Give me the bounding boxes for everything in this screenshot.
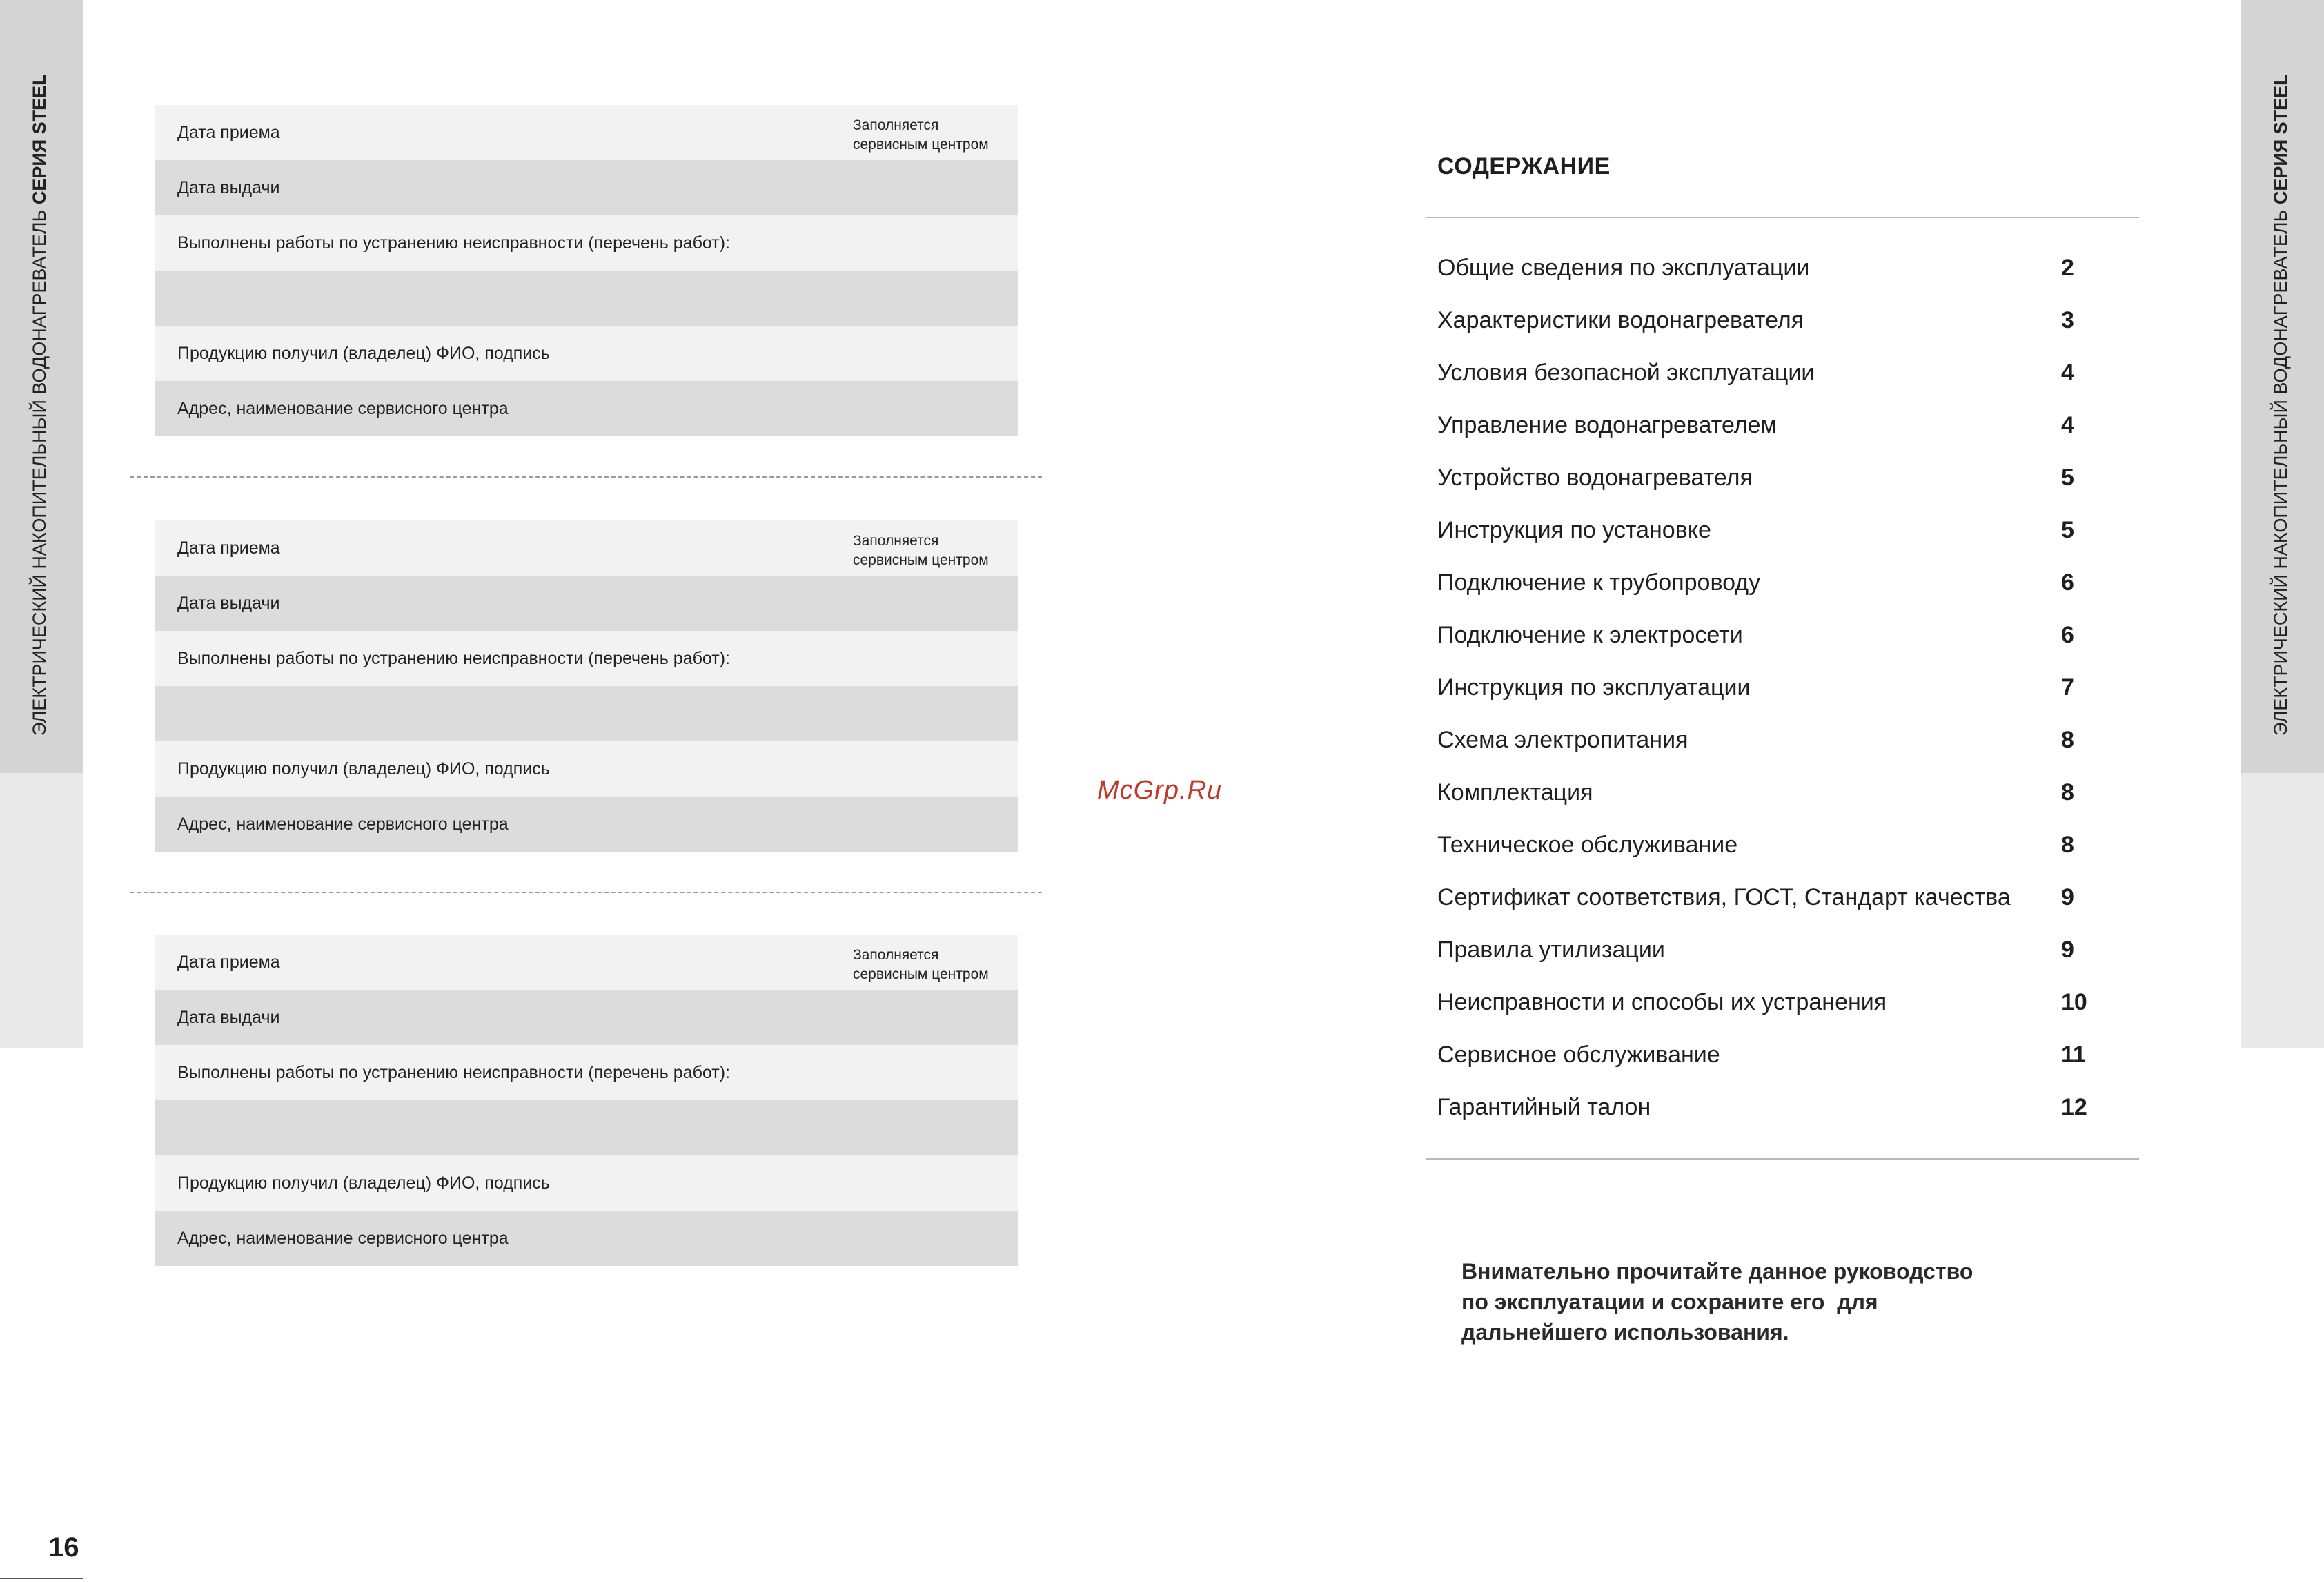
toc-item-title: Гарантийный талон: [1437, 1094, 1651, 1120]
cut-line-1: [130, 476, 1042, 478]
card-row-received-by: [155, 741, 1018, 797]
toc-item-page: 6: [2061, 622, 2074, 648]
toc-item[interactable]: [1437, 661, 2127, 714]
note-line: Заполняется: [853, 947, 939, 963]
card-row-label: Продукцию получил (владелец) ФИО, подпись: [177, 759, 550, 779]
cut-line-2: [130, 892, 1042, 893]
notice-line: по эксплуатации и сохраните его для: [1461, 1289, 1878, 1314]
card-row-received-by: [155, 326, 1018, 381]
page-number-underline: [0, 1578, 83, 1579]
toc-item-page: 4: [2061, 360, 2074, 386]
toc-item-title: Подключение к трубопроводу: [1437, 569, 1761, 596]
toc-item[interactable]: [1437, 504, 2127, 556]
card-row-work-done: [155, 1045, 1018, 1100]
card-row-label: Продукцию получил (владелец) ФИО, подпись: [177, 344, 550, 363]
left-side-title-series: СЕРИЯ STEEL: [29, 74, 50, 205]
toc-item-page: 2: [2061, 255, 2074, 281]
note-line: Заполняется: [853, 533, 939, 549]
card-row-work-done: [155, 631, 1018, 686]
toc-item-page: 11: [2061, 1042, 2086, 1068]
toc-item[interactable]: [1437, 1028, 2127, 1081]
right-side-title-series: СЕРИЯ STEEL: [2270, 74, 2291, 205]
toc-item-title: Комплектация: [1437, 779, 1593, 805]
toc-item[interactable]: [1437, 871, 2127, 924]
toc-item[interactable]: [1437, 714, 2127, 766]
toc-item-page: 5: [2061, 517, 2074, 543]
card-row-label: Продукцию получил (владелец) ФИО, подпись: [177, 1173, 550, 1193]
toc-item-title: Управление водонагревателем: [1437, 412, 1777, 438]
toc-item[interactable]: [1437, 766, 2127, 819]
card-row-label: Дата выдачи: [177, 594, 280, 613]
service-card-2: [155, 520, 1018, 852]
note-line: Заполняется: [853, 117, 939, 133]
toc-item[interactable]: [1437, 924, 2127, 976]
card-row-label: Дата выдачи: [177, 1008, 280, 1027]
card-row-service-address: [155, 1211, 1018, 1266]
notice-line: Внимательно прочитайте данное руководство: [1461, 1259, 1973, 1284]
toc-item-title: Инструкция по эксплуатации: [1437, 674, 1751, 701]
toc-item[interactable]: [1437, 399, 2127, 451]
toc-item-page: 8: [2061, 779, 2074, 805]
toc-item-title: Сертификат соответствия, ГОСТ, Стандарт качества: [1437, 884, 2011, 910]
toc-top-rule: [1426, 217, 2139, 218]
card-row-label: Дата выдачи: [177, 178, 280, 197]
card-row-receive-date: [155, 935, 1018, 990]
card-row-blank: [155, 1100, 1018, 1155]
service-center-note: [853, 531, 989, 570]
toc-item-page: 5: [2061, 465, 2074, 491]
watermark-text: McGrp.Ru: [1097, 776, 1223, 805]
page-number: 16: [48, 1532, 79, 1563]
toc-item-page: 7: [2061, 674, 2074, 701]
card-row-blank: [155, 686, 1018, 741]
toc-item[interactable]: [1437, 451, 2127, 504]
service-center-note: [853, 116, 989, 155]
right-side-title: [2270, 74, 2292, 736]
toc-item[interactable]: [1437, 976, 2127, 1028]
note-line: сервисным центром: [853, 966, 989, 982]
toc-item-title: Сервисное обслуживание: [1437, 1042, 1720, 1068]
card-row-service-address: [155, 381, 1018, 436]
card-row-service-address: [155, 797, 1018, 852]
toc-item-title: Техническое обслуживание: [1437, 832, 1738, 858]
note-line: сервисным центром: [853, 137, 989, 153]
card-row-label: Выполнены работы по устранению неисправности (перечень работ):: [177, 649, 730, 668]
toc-item-title: Устройство водонагревателя: [1437, 465, 1753, 491]
toc-item-title: Подключение к электросети: [1437, 622, 1743, 648]
toc-item-page: 3: [2061, 307, 2074, 333]
notice-line: дальнейшего использования.: [1461, 1320, 1789, 1345]
toc-item[interactable]: [1437, 242, 2127, 294]
service-center-note: [853, 946, 989, 984]
toc-item-page: 8: [2061, 727, 2074, 753]
toc-item-title: Общие сведения по эксплуатации: [1437, 255, 1810, 281]
read-manual-notice: [1461, 1256, 2082, 1347]
toc-item-page: 9: [2061, 884, 2074, 910]
card-row-label: Выполнены работы по устранению неисправности (перечень работ):: [177, 1063, 730, 1082]
right-side-title-prefix: ЭЛЕКТРИЧЕСКИЙ НАКОПИТЕЛЬНЫЙ ВОДОНАГРЕВАТЕЛЬ: [2270, 204, 2291, 736]
card-row-issue-date: [155, 160, 1018, 215]
toc-bottom-rule: [1426, 1158, 2139, 1160]
toc-item[interactable]: [1437, 1081, 2127, 1133]
card-row-work-done: [155, 215, 1018, 271]
left-side-title-prefix: ЭЛЕКТРИЧЕСКИЙ НАКОПИТЕЛЬНЫЙ ВОДОНАГРЕВАТЕЛЬ: [29, 204, 50, 736]
card-row-label: Дата приема: [177, 123, 280, 142]
card-row-label: Адрес, наименование сервисного центра: [177, 1229, 509, 1248]
toc-item-title: Правила утилизации: [1437, 937, 1665, 963]
toc-item[interactable]: [1437, 294, 2127, 346]
toc-item-title: Характеристики водонагревателя: [1437, 307, 1804, 333]
toc-item-page: 12: [2061, 1094, 2087, 1120]
toc-item-page: 6: [2061, 569, 2074, 596]
toc-item-page: 4: [2061, 412, 2074, 438]
left-side-title: [29, 74, 50, 736]
toc-item[interactable]: [1437, 346, 2127, 399]
toc-item-page: 10: [2061, 989, 2087, 1015]
card-row-issue-date: [155, 990, 1018, 1045]
note-line: сервисным центром: [853, 552, 989, 568]
card-row-blank: [155, 271, 1018, 326]
toc-title: СОДЕРЖАНИЕ: [1437, 153, 1611, 179]
toc-item-title: Условия безопасной эксплуатации: [1437, 360, 1815, 386]
toc-item[interactable]: [1437, 556, 2127, 609]
toc-item[interactable]: [1437, 819, 2127, 871]
card-row-issue-date: [155, 576, 1018, 631]
card-row-receive-date: [155, 105, 1018, 160]
toc-item-title: Инструкция по установке: [1437, 517, 1711, 543]
service-card-3: [155, 935, 1018, 1266]
card-row-received-by: [155, 1155, 1018, 1211]
toc-item-title: Схема электропитания: [1437, 727, 1688, 753]
service-card-1: [155, 105, 1018, 436]
toc-item-title: Неисправности и способы их устранения: [1437, 989, 1887, 1015]
toc-item-page: 9: [2061, 937, 2074, 963]
toc-item-page: 8: [2061, 832, 2074, 858]
toc-list: [1437, 242, 2127, 1133]
card-row-receive-date: [155, 520, 1018, 576]
card-row-label: Адрес, наименование сервисного центра: [177, 399, 509, 418]
toc-item[interactable]: [1437, 609, 2127, 661]
card-row-label: Выполнены работы по устранению неисправности (перечень работ):: [177, 233, 730, 253]
card-row-label: Дата приема: [177, 953, 280, 972]
card-row-label: Адрес, наименование сервисного центра: [177, 814, 509, 834]
card-row-label: Дата приема: [177, 538, 280, 558]
